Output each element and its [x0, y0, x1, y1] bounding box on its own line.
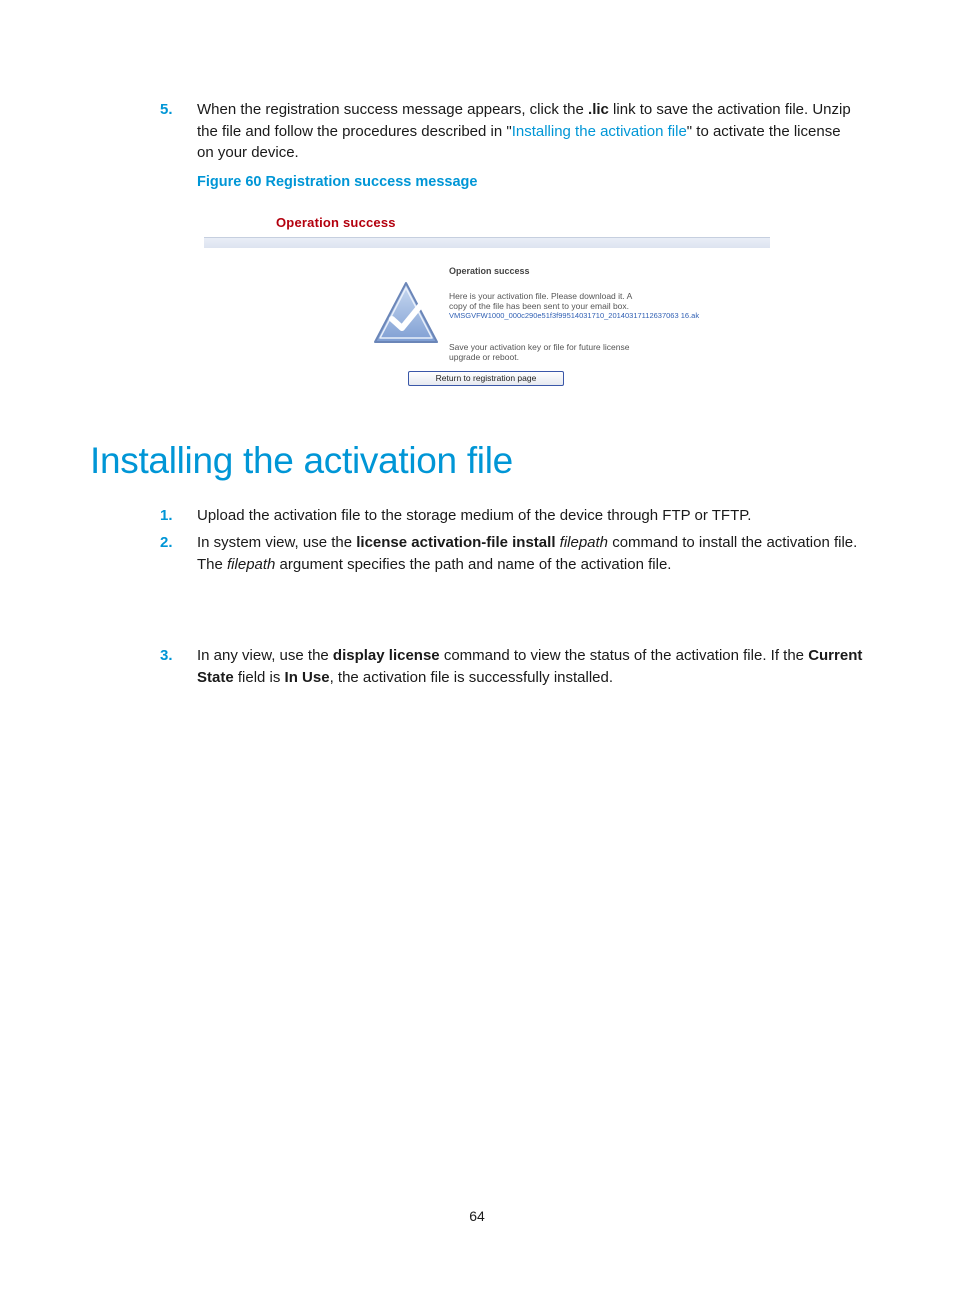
step-text — [197, 99, 867, 164]
section-heading: Installing the activation file — [90, 440, 513, 481]
success-checkmark-icon — [372, 280, 440, 346]
figure-caption: Figure 60 Registration success message — [197, 174, 478, 190]
success-message-line-1: Here is your activation file. Please download it. A — [449, 291, 633, 301]
in-use-value: In Use — [284, 668, 330, 686]
step-5-line-2: the file and follow the procedures described in "Installing the activation file" to activate the license — [197, 122, 841, 140]
step-text: Upload the activation file to the storage medium of the device through FTP or TFTP. — [197, 507, 752, 524]
step-number: 1. — [160, 507, 173, 524]
filepath-arg: filepath — [227, 555, 276, 573]
step-number: 5. — [160, 101, 173, 118]
registration-success-figure — [200, 208, 772, 393]
step-text — [197, 532, 867, 575]
activation-file-link[interactable]: VMSGVFW1000_000c290e51f3f99514031710_20140317112637063 16.ak — [449, 311, 700, 320]
step-2-line-1: In system view, use the license activation-file install filepath command to install the activation file. — [197, 534, 858, 551]
save-note-line-1: Save your activation key or file for future license — [449, 342, 630, 352]
step-2-line-2: The filepath argument specifies the path and name of the activation file. — [197, 555, 672, 573]
installing-activation-file-link[interactable]: Installing the activation file — [511, 122, 687, 140]
step-5-line-1: When the registration success message appears, click the .lic link to save the activation file. Unzip — [197, 101, 851, 118]
filepath-arg: filepath — [559, 534, 609, 551]
step-number: 2. — [160, 534, 173, 551]
success-message-line-2: copy of the file has been sent to your email box. — [449, 301, 630, 311]
save-note-line-2: upgrade or reboot. — [449, 352, 519, 362]
return-to-registration-button[interactable]: Return to registration page — [408, 371, 564, 386]
step-5-line-3: on your device. — [197, 144, 299, 161]
install-command: license activation-file install — [356, 534, 556, 551]
success-subheading: Operation success — [449, 266, 530, 276]
title-divider — [204, 237, 770, 248]
page-number: 64 — [469, 1208, 485, 1224]
step-3-line-2: State field is In Use, the activation file is successfully installed. — [197, 668, 614, 686]
step-3-line-1: In any view, use the display license command to view the status of the activation file. If the Current — [197, 647, 863, 664]
operation-success-title: Operation success — [276, 215, 396, 230]
step-text — [197, 645, 867, 688]
display-license-command: display license — [332, 647, 440, 664]
step-number: 3. — [160, 647, 173, 664]
lic-term: .lic — [588, 101, 609, 118]
